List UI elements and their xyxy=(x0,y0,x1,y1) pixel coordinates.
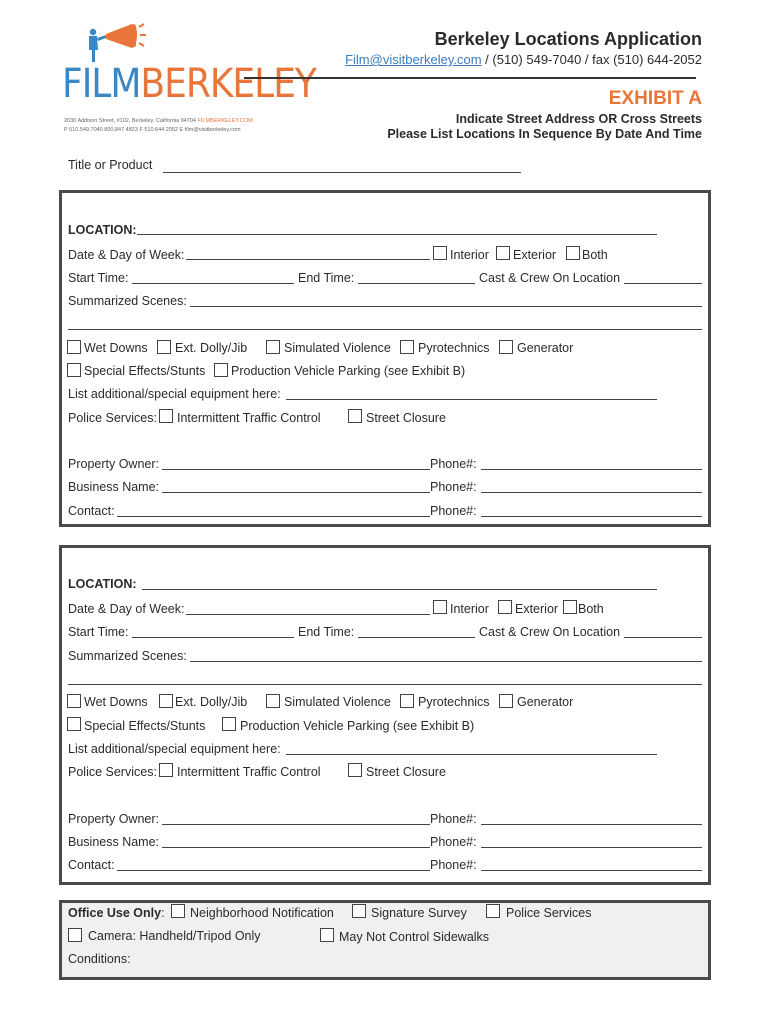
vehicle-parking-checkbox[interactable] xyxy=(214,363,228,377)
generator-checkbox[interactable] xyxy=(499,694,513,708)
interior-checkbox[interactable] xyxy=(433,600,447,614)
location-label: LOCATION: xyxy=(68,223,137,237)
location-field[interactable] xyxy=(137,234,657,235)
title-product-field[interactable] xyxy=(163,172,521,173)
business-name-field[interactable] xyxy=(162,492,430,493)
owner-phone-label: Phone#: xyxy=(430,812,477,826)
business-name-label: Business Name: xyxy=(68,480,160,494)
contact-phone-field[interactable] xyxy=(481,516,702,517)
pyrotechnics-checkbox[interactable] xyxy=(400,340,414,354)
simulated-violence-label: Simulated Violence xyxy=(284,341,391,355)
cast-crew-field[interactable] xyxy=(624,637,702,638)
equipment-label: List additional/special equipment here: xyxy=(68,387,281,401)
date-label: Date & Day of Week: xyxy=(68,602,185,616)
cast-crew-label: Cast & Crew On Location xyxy=(479,625,621,639)
cast-crew-field[interactable] xyxy=(624,283,702,284)
header-divider xyxy=(244,77,696,79)
simulated-violence-label: Simulated Violence xyxy=(284,695,391,709)
page-title: Berkeley Locations Application xyxy=(434,29,702,49)
special-effects-label: Special Effects/Stunts xyxy=(84,364,206,378)
start-time-field[interactable] xyxy=(132,283,294,284)
neighborhood-notification-checkbox[interactable] xyxy=(171,904,185,918)
camera-handheld-label: Camera: Handheld/Tripod Only xyxy=(88,929,261,943)
business-name-label: Business Name: xyxy=(68,835,160,849)
street-closure-label: Street Closure xyxy=(366,411,446,425)
owner-phone-label: Phone#: xyxy=(430,457,477,471)
summarized-scenes-field[interactable] xyxy=(190,306,702,307)
summarized-scenes-label: Summarized Scenes: xyxy=(68,649,187,663)
start-time-field[interactable] xyxy=(132,637,294,638)
both-label: Both xyxy=(578,602,604,616)
summarized-scenes-field-2[interactable] xyxy=(68,684,702,685)
contact-label: Contact: xyxy=(68,858,115,872)
office-use-label: Office Use Only xyxy=(68,906,162,920)
both-checkbox[interactable] xyxy=(566,246,580,260)
special-effects-label: Special Effects/Stunts xyxy=(84,719,206,733)
vehicle-parking-label: Production Vehicle Parking (see Exhibit B) xyxy=(240,719,475,733)
date-field[interactable] xyxy=(186,259,430,260)
dolly-jib-label: Ext. Dolly/Jib xyxy=(175,341,248,355)
camera-handheld-checkbox[interactable] xyxy=(68,928,82,942)
generator-checkbox[interactable] xyxy=(499,340,513,354)
vehicle-parking-label: Production Vehicle Parking (see Exhibit B) xyxy=(231,364,466,378)
end-time-label: End Time: xyxy=(298,271,355,285)
special-effects-checkbox[interactable] xyxy=(67,363,81,377)
business-phone-field[interactable] xyxy=(481,847,702,848)
end-time-field[interactable] xyxy=(358,283,475,284)
logo-berkeley-word: BERKELEY xyxy=(140,61,316,107)
logo-url: FILMBERKELEY.COM xyxy=(197,118,253,124)
office-police-services-label: Police Services xyxy=(506,906,592,920)
start-time-label: Start Time: xyxy=(68,625,129,639)
equipment-field[interactable] xyxy=(286,399,657,400)
vehicle-parking-checkbox[interactable] xyxy=(222,717,236,731)
exterior-checkbox[interactable] xyxy=(498,600,512,614)
instruction-line-2: Please List Locations In Sequence By Date And Time xyxy=(387,127,702,141)
wet-downs-label: Wet Downs xyxy=(84,341,148,355)
neighborhood-notification-label: Neighborhood Notification xyxy=(190,906,334,920)
both-label: Both xyxy=(582,248,608,262)
property-owner-field[interactable] xyxy=(162,469,430,470)
traffic-control-label: Intermittent Traffic Control xyxy=(177,411,321,425)
email-link[interactable]: Film@visitberkeley.com xyxy=(345,52,482,67)
owner-phone-field[interactable] xyxy=(481,824,702,825)
property-owner-label: Property Owner: xyxy=(68,812,160,826)
traffic-control-checkbox[interactable] xyxy=(159,763,173,777)
signature-survey-checkbox[interactable] xyxy=(352,904,366,918)
phone-fax-text: / (510) 549-7040 / fax (510) 644-2052 xyxy=(481,52,702,67)
contact-phone-field[interactable] xyxy=(481,870,702,871)
dolly-jib-label: Ext. Dolly/Jib xyxy=(175,695,248,709)
street-closure-checkbox[interactable] xyxy=(348,763,362,777)
traffic-control-label: Intermittent Traffic Control xyxy=(177,765,321,779)
office-police-services-checkbox[interactable] xyxy=(486,904,500,918)
sidewalks-checkbox[interactable] xyxy=(320,928,334,942)
exterior-checkbox[interactable] xyxy=(496,246,510,260)
end-time-label: End Time: xyxy=(298,625,355,639)
contact-phone-label: Phone#: xyxy=(430,858,477,872)
street-closure-checkbox[interactable] xyxy=(348,409,362,423)
pyrotechnics-label: Pyrotechnics xyxy=(418,695,490,709)
conditions-label: Conditions: xyxy=(68,952,131,966)
police-services-label: Police Services: xyxy=(68,765,157,779)
street-closure-label: Street Closure xyxy=(366,765,446,779)
equipment-field[interactable] xyxy=(286,754,657,755)
date-field[interactable] xyxy=(186,614,430,615)
interior-checkbox[interactable] xyxy=(433,246,447,260)
police-services-label: Police Services: xyxy=(68,411,157,425)
business-phone-field[interactable] xyxy=(481,492,702,493)
equipment-label: List additional/special equipment here: xyxy=(68,742,281,756)
location-section-1 xyxy=(59,190,711,527)
cast-crew-label: Cast & Crew On Location xyxy=(479,271,621,285)
interior-label: Interior xyxy=(450,248,489,262)
exterior-label: Exterior xyxy=(515,602,559,616)
sidewalks-label: May Not Control Sidewalks xyxy=(339,930,490,944)
instruction-line-1: Indicate Street Address OR Cross Streets xyxy=(455,112,702,126)
film-berkeley-logo xyxy=(62,18,316,140)
interior-label: Interior xyxy=(450,602,489,616)
location-section-2 xyxy=(59,545,711,885)
generator-label: Generator xyxy=(517,695,574,709)
wet-downs-label: Wet Downs xyxy=(84,695,148,709)
office-use-colon: : xyxy=(161,906,165,920)
megaphone-person-icon xyxy=(84,18,148,66)
logo-contact: P 510.549.7040 800.847.4823 F 510.644.2052 E film@visitberkeley.com xyxy=(64,127,241,133)
both-checkbox[interactable] xyxy=(563,600,577,614)
location-label: LOCATION: xyxy=(68,577,137,591)
generator-label: Generator xyxy=(517,341,574,355)
date-label: Date & Day of Week: xyxy=(68,248,185,262)
location-field[interactable] xyxy=(142,589,657,590)
summarized-scenes-label: Summarized Scenes: xyxy=(68,294,187,308)
summarized-scenes-field-2[interactable] xyxy=(68,329,702,330)
pyrotechnics-label: Pyrotechnics xyxy=(418,341,490,355)
business-phone-label: Phone#: xyxy=(430,835,477,849)
exterior-label: Exterior xyxy=(513,248,557,262)
traffic-control-checkbox[interactable] xyxy=(159,409,173,423)
owner-phone-field[interactable] xyxy=(481,469,702,470)
contact-label: Contact: xyxy=(68,504,115,518)
property-owner-field[interactable] xyxy=(162,824,430,825)
wet-downs-checkbox[interactable] xyxy=(67,694,81,708)
wet-downs-checkbox[interactable] xyxy=(67,340,81,354)
dolly-jib-checkbox[interactable] xyxy=(157,340,171,354)
business-phone-label: Phone#: xyxy=(430,480,477,494)
business-name-field[interactable] xyxy=(162,847,430,848)
simulated-violence-checkbox[interactable] xyxy=(266,340,280,354)
signature-survey-label: Signature Survey xyxy=(371,906,467,920)
start-time-label: Start Time: xyxy=(68,271,129,285)
logo-film-word: FILM xyxy=(62,61,141,107)
contact-phone-label: Phone#: xyxy=(430,504,477,518)
logo-address: 2030 Addison Street, #102, Berkeley, California 94704 xyxy=(64,118,196,124)
special-effects-checkbox[interactable] xyxy=(67,717,81,731)
pyrotechnics-checkbox[interactable] xyxy=(400,694,414,708)
contact-field[interactable] xyxy=(117,870,430,871)
title-product-label: Title or Product xyxy=(68,158,153,172)
property-owner-label: Property Owner: xyxy=(68,457,160,471)
summarized-scenes-field[interactable] xyxy=(190,661,702,662)
contact-field[interactable] xyxy=(117,516,430,517)
dolly-jib-checkbox[interactable] xyxy=(159,694,173,708)
simulated-violence-checkbox[interactable] xyxy=(266,694,280,708)
exhibit-title: EXHIBIT A xyxy=(608,88,702,109)
end-time-field[interactable] xyxy=(358,637,475,638)
